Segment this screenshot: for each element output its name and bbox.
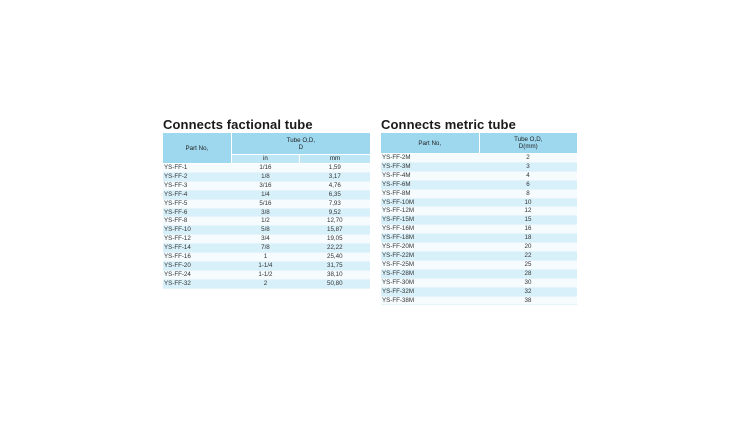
table-row bbox=[381, 296, 577, 305]
mm-value-cell: 3 bbox=[479, 162, 577, 171]
part-number-cell: YS-FF-20M bbox=[381, 243, 479, 252]
part-number-cell: YS-FF-32M bbox=[381, 287, 479, 296]
in-value-cell: 5/8 bbox=[231, 226, 299, 235]
fractional-tube-title: Connects factional tube bbox=[163, 117, 313, 132]
table-row bbox=[163, 199, 370, 208]
part-number-cell: YS-FF-3 bbox=[163, 181, 231, 190]
mm-value-cell: 22 bbox=[479, 251, 577, 260]
mm-value-cell: 15 bbox=[479, 216, 577, 225]
part-number-cell: YS-FF-8M bbox=[381, 189, 479, 198]
part-number-cell: YS-FF-2 bbox=[163, 172, 231, 181]
mm-value-cell: 8 bbox=[479, 189, 577, 198]
part-no-header-label: Part No, bbox=[418, 139, 442, 147]
in-value-cell: 3/16 bbox=[231, 181, 299, 190]
mm-value-cell: 30 bbox=[479, 278, 577, 287]
mm-value-cell: 50,80 bbox=[300, 279, 370, 288]
part-number-cell: YS-FF-20 bbox=[163, 261, 231, 270]
part-number-cell: YS-FF-4M bbox=[381, 171, 479, 180]
table-row bbox=[381, 198, 577, 207]
part-number-cell: YS-FF-38M bbox=[381, 296, 479, 305]
fractional-tube-table bbox=[163, 133, 370, 289]
part-number-cell: YS-FF-10M bbox=[381, 198, 479, 207]
tube-od-header bbox=[231, 133, 370, 155]
part-number-cell: YS-FF-6M bbox=[381, 180, 479, 189]
table-row bbox=[381, 180, 577, 189]
mm-value-cell: 4 bbox=[479, 171, 577, 180]
tube-od-header-line2: D(mm) bbox=[518, 143, 538, 150]
mm-value-cell: 10 bbox=[479, 198, 577, 207]
table-row bbox=[163, 244, 370, 253]
mm-value-cell: 6 bbox=[479, 180, 577, 189]
part-number-cell: YS-FF-32 bbox=[163, 279, 231, 288]
in-value-cell: 2 bbox=[231, 279, 299, 288]
part-no-header bbox=[381, 133, 479, 154]
table-row bbox=[163, 208, 370, 217]
mm-value-cell: 18 bbox=[479, 234, 577, 243]
metric-tube-title: Connects metric tube bbox=[381, 117, 516, 132]
part-number-cell: YS-FF-3M bbox=[381, 162, 479, 171]
in-subheader: in bbox=[231, 155, 299, 164]
part-number-cell: YS-FF-4 bbox=[163, 190, 231, 199]
mm-value-cell: 2 bbox=[479, 154, 577, 163]
part-number-cell: YS-FF-1 bbox=[163, 164, 231, 173]
table-row bbox=[163, 172, 370, 181]
mm-value-cell: 12,70 bbox=[300, 217, 370, 226]
in-value-cell: 1 bbox=[231, 253, 299, 262]
table-row bbox=[163, 279, 370, 288]
part-number-cell: YS-FF-8 bbox=[163, 217, 231, 226]
mm-value-cell: 22,22 bbox=[300, 244, 370, 253]
tube-od-header-line2: D bbox=[298, 143, 304, 151]
mm-value-cell: 15,87 bbox=[300, 226, 370, 235]
table-row bbox=[381, 269, 577, 278]
in-value-cell: 3/4 bbox=[231, 235, 299, 244]
tube-od-header-line1: Tube O,D, bbox=[286, 136, 316, 144]
mm-value-cell: 28 bbox=[479, 269, 577, 278]
table-row bbox=[381, 251, 577, 260]
table-row bbox=[163, 270, 370, 279]
part-number-cell: YS-FF-22M bbox=[381, 251, 479, 260]
mm-value-cell: 16 bbox=[479, 225, 577, 234]
part-number-cell: YS-FF-28M bbox=[381, 269, 479, 278]
in-value-cell: 7/8 bbox=[231, 244, 299, 253]
part-number-cell: YS-FF-16 bbox=[163, 253, 231, 262]
table-row bbox=[381, 287, 577, 296]
mm-value-cell: 38 bbox=[479, 296, 577, 305]
part-no-header bbox=[163, 133, 231, 164]
mm-value-cell: 7,93 bbox=[300, 199, 370, 208]
table-row bbox=[163, 164, 370, 173]
table-row bbox=[381, 162, 577, 171]
metric-tube-table bbox=[381, 133, 577, 305]
part-number-cell: YS-FF-2M bbox=[381, 154, 479, 163]
in-value-cell: 1-1/4 bbox=[231, 261, 299, 270]
tube-od-header-line1: Tube O,D, bbox=[514, 136, 543, 143]
mm-value-cell: 25 bbox=[479, 260, 577, 269]
table-row bbox=[381, 234, 577, 243]
fractional-tube-section bbox=[163, 117, 370, 289]
in-value-cell: 1/16 bbox=[231, 164, 299, 173]
table-row bbox=[381, 189, 577, 198]
mm-value-cell: 31,75 bbox=[300, 261, 370, 270]
in-value-cell: 5/16 bbox=[231, 199, 299, 208]
table-row bbox=[381, 225, 577, 234]
part-number-cell: YS-FF-25M bbox=[381, 260, 479, 269]
in-value-cell: 1/2 bbox=[231, 217, 299, 226]
mm-value-cell: 6,35 bbox=[300, 190, 370, 199]
part-number-cell: YS-FF-10 bbox=[163, 226, 231, 235]
table-row bbox=[163, 235, 370, 244]
mm-value-cell: 1,59 bbox=[300, 164, 370, 173]
table-row bbox=[381, 154, 577, 163]
mm-value-cell: 12 bbox=[479, 207, 577, 216]
table-row bbox=[381, 171, 577, 180]
table-row bbox=[163, 217, 370, 226]
mm-value-cell: 32 bbox=[479, 287, 577, 296]
table-row bbox=[381, 278, 577, 287]
in-value-cell: 1/4 bbox=[231, 190, 299, 199]
part-number-cell: YS-FF-5 bbox=[163, 199, 231, 208]
table-row bbox=[381, 216, 577, 225]
part-number-cell: YS-FF-16M bbox=[381, 225, 479, 234]
in-value-cell: 1-1/2 bbox=[231, 270, 299, 279]
mm-subheader: mm bbox=[300, 155, 370, 164]
part-number-cell: YS-FF-12M bbox=[381, 207, 479, 216]
tube-od-header bbox=[479, 133, 577, 154]
part-number-cell: YS-FF-14 bbox=[163, 244, 231, 253]
part-no-header-label: Part No, bbox=[185, 144, 209, 152]
in-value-cell: 3/8 bbox=[231, 208, 299, 217]
part-number-cell: YS-FF-6 bbox=[163, 208, 231, 217]
mm-value-cell: 9,52 bbox=[300, 208, 370, 217]
part-number-cell: YS-FF-18M bbox=[381, 234, 479, 243]
part-number-cell: YS-FF-24 bbox=[163, 270, 231, 279]
in-value-cell: 1/8 bbox=[231, 172, 299, 181]
mm-value-cell: 4,76 bbox=[300, 181, 370, 190]
metric-tube-section bbox=[381, 117, 577, 305]
mm-value-cell: 19,05 bbox=[300, 235, 370, 244]
mm-value-cell: 20 bbox=[479, 243, 577, 252]
table-row bbox=[163, 261, 370, 270]
mm-value-cell: 3,17 bbox=[300, 172, 370, 181]
part-number-cell: YS-FF-12 bbox=[163, 235, 231, 244]
part-number-cell: YS-FF-15M bbox=[381, 216, 479, 225]
part-number-cell: YS-FF-30M bbox=[381, 278, 479, 287]
table-row bbox=[381, 260, 577, 269]
table-row bbox=[163, 181, 370, 190]
table-row bbox=[163, 253, 370, 262]
table-row bbox=[163, 226, 370, 235]
mm-value-cell: 25,40 bbox=[300, 253, 370, 262]
table-row bbox=[381, 207, 577, 216]
table-row bbox=[163, 190, 370, 199]
mm-value-cell: 38,10 bbox=[300, 270, 370, 279]
table-row bbox=[381, 243, 577, 252]
